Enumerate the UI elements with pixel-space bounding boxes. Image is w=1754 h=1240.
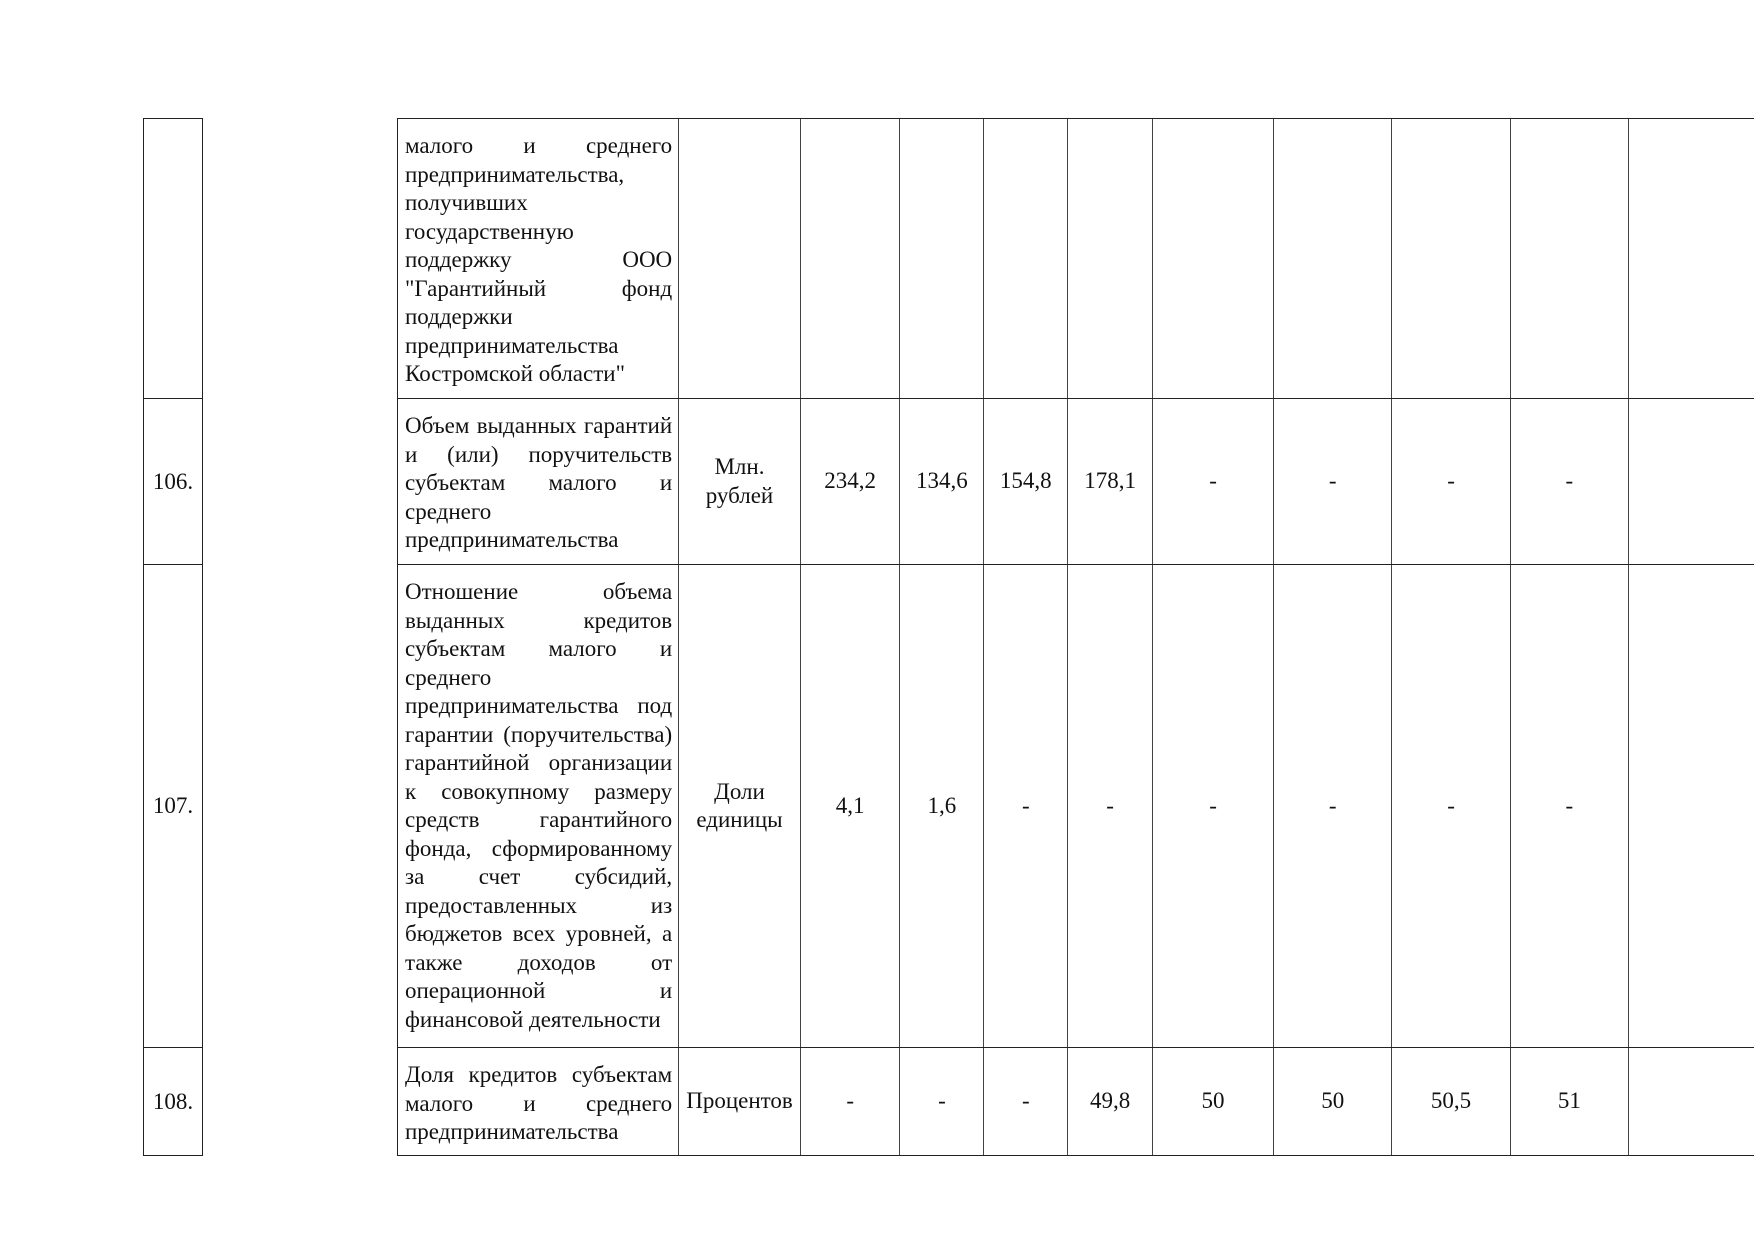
indicators-table <box>397 118 1754 1156</box>
value-cell: 4,1 <box>800 565 900 1047</box>
description-line: выданных кредитов <box>405 607 673 633</box>
description-line: предпринимательства <box>405 1119 619 1144</box>
description-line: Костромской области" <box>405 361 625 386</box>
description-line: также доходов от <box>405 949 673 975</box>
value-cell: - <box>1273 565 1391 1047</box>
description-line: предпринимательства, <box>405 161 625 187</box>
value-cell: - <box>1510 565 1628 1047</box>
description-line: поддержку ООО <box>405 247 673 272</box>
indicator-description <box>397 1048 678 1155</box>
description-line: гарантии (поручительства) <box>405 721 673 747</box>
description-line: субъектам малого и <box>405 636 673 661</box>
description-line: за счет субсидий, <box>405 864 673 889</box>
description-line: предпринимательства <box>405 527 619 552</box>
value-cell <box>1510 119 1628 398</box>
unit-cell <box>678 119 800 398</box>
table-row <box>397 1048 1754 1156</box>
indicator-description <box>397 565 678 1047</box>
value-cell <box>983 119 1067 398</box>
row-number-cell: 107. <box>143 565 203 1048</box>
table-row <box>397 118 1754 399</box>
description-line: получивших <box>405 190 528 215</box>
value-cell: 49,8 <box>1067 1048 1152 1155</box>
value-cell: - <box>983 1048 1067 1155</box>
description-line: и (или) поручительств <box>405 441 673 467</box>
row-number-cell: 108. <box>143 1048 203 1156</box>
value-cell <box>1628 1048 1754 1155</box>
value-cell: - <box>983 565 1067 1047</box>
description-line: среднего <box>405 498 492 524</box>
description-line: малого и среднего <box>405 1090 673 1116</box>
value-cell <box>1628 399 1754 564</box>
description-line: государственную <box>405 218 574 244</box>
value-cell: 154,8 <box>983 399 1067 564</box>
row-number-cell <box>143 118 203 399</box>
value-cell <box>1628 565 1754 1047</box>
description-line: гарантийной организации <box>405 750 673 775</box>
description-line: "Гарантийный фонд <box>405 275 673 301</box>
value-cell: 134,6 <box>899 399 983 564</box>
description-line: операционной и <box>405 978 673 1003</box>
indicator-description <box>397 399 678 564</box>
description-line: средств гарантийного <box>405 807 673 832</box>
description-line: среднего <box>405 664 492 690</box>
table-row <box>397 399 1754 565</box>
value-cell: 1,6 <box>899 565 983 1047</box>
value-cell: 50 <box>1152 1048 1273 1155</box>
value-cell <box>1273 119 1391 398</box>
value-cell: 178,1 <box>1067 399 1152 564</box>
row-number-cell: 106. <box>143 399 203 565</box>
value-cell: - <box>800 1048 900 1155</box>
description-line: финансовой деятельности <box>405 1006 661 1032</box>
value-cell: - <box>899 1048 983 1155</box>
value-cell <box>1628 119 1754 398</box>
value-cell <box>1152 119 1273 398</box>
value-cell: - <box>1391 399 1509 564</box>
value-cell: 234,2 <box>800 399 900 564</box>
description-line: малого и среднего <box>405 133 673 158</box>
description-line: Отношение объема <box>405 579 673 604</box>
value-cell: - <box>1391 565 1509 1047</box>
indicator-description <box>397 119 678 398</box>
value-cell: 50,5 <box>1391 1048 1509 1155</box>
value-cell <box>1067 119 1152 398</box>
value-cell: - <box>1510 399 1628 564</box>
value-cell <box>800 119 900 398</box>
description-line: предоставленных из <box>405 892 673 918</box>
description-line: к совокупному размеру <box>405 778 673 804</box>
unit-cell: Процентов <box>678 1048 800 1155</box>
value-cell <box>899 119 983 398</box>
unit-cell: Млн. рублей <box>678 399 800 564</box>
value-cell: - <box>1152 565 1273 1047</box>
row-number-column <box>143 118 203 1156</box>
description-line: Доля кредитов субъектам <box>405 1062 673 1087</box>
description-line: фонда, сформированному <box>405 835 673 861</box>
value-cell: - <box>1152 399 1273 564</box>
table-row <box>397 565 1754 1048</box>
description-line: предпринимательства <box>405 332 619 358</box>
value-cell: 50 <box>1273 1048 1391 1155</box>
description-line: Объем выданных гарантий <box>405 413 673 438</box>
description-line: субъектам малого и <box>405 470 673 495</box>
value-cell: - <box>1067 565 1152 1047</box>
value-cell: 51 <box>1510 1048 1628 1155</box>
description-line: бюджетов всех уровней, а <box>405 921 673 946</box>
value-cell: - <box>1273 399 1391 564</box>
value-cell <box>1391 119 1509 398</box>
unit-cell: Доли единицы <box>678 565 800 1047</box>
description-line: предпринимательства под <box>405 693 673 718</box>
description-line: поддержки <box>405 304 513 329</box>
